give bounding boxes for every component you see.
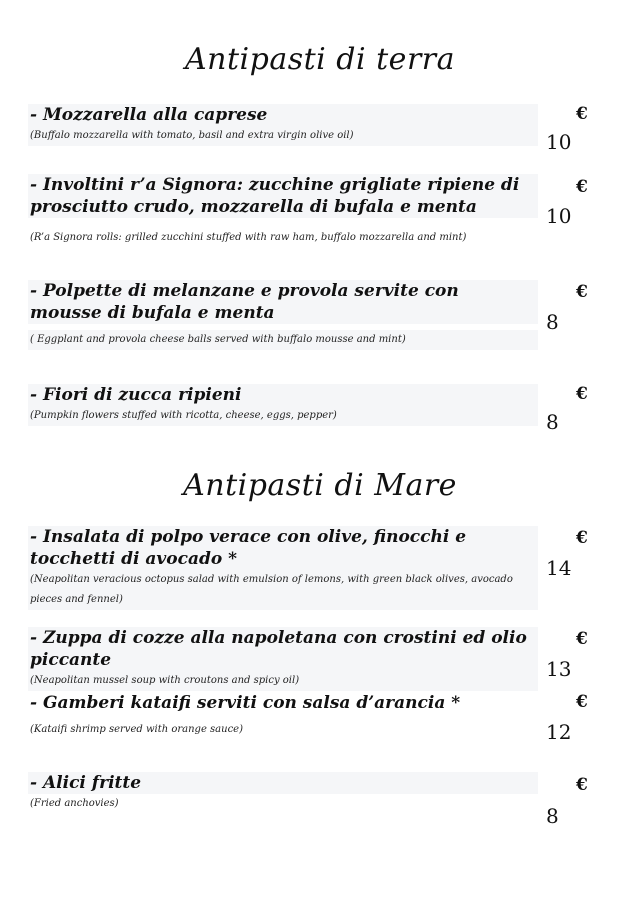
price-value: 8: [546, 310, 559, 334]
price-value: 8: [546, 410, 559, 434]
price-currency: €: [576, 629, 588, 649]
dish-description: (Fried anchovies): [30, 798, 119, 809]
price-currency: €: [576, 692, 588, 712]
dish-description: (Buffalo mozzarella with tomato, basil and extra virgin olive oil): [28, 126, 538, 146]
price-currency: €: [576, 104, 588, 124]
price-currency: €: [576, 384, 588, 404]
dish-description: (Kataifi shrimp served with orange sauce): [30, 724, 244, 735]
price-currency: €: [576, 775, 588, 795]
menu-item-text: [28, 692, 538, 740]
menu-item-text: [28, 526, 538, 610]
section-title-terra: Antipasti di terra: [184, 42, 456, 77]
price-value: 8: [546, 804, 559, 828]
dish-name: - Insalata di polpo verace con olive, finocchi e tocchetti di avocado *: [28, 526, 538, 570]
dish-description: (R’a Signora rolls: grilled zucchini stuffed with raw ham, buffalo mozzarella and mint): [30, 232, 467, 243]
dish-description: (Neapolitan mussel soup with croutons and spicy oil): [28, 671, 538, 691]
dish-name: - Zuppa di cozze alla napoletana con crostini ed olio piccante: [28, 627, 538, 671]
price-currency: €: [576, 177, 588, 197]
menu-item: [28, 627, 628, 691]
menu-item-text: [28, 384, 538, 426]
price-value: 14: [546, 556, 572, 580]
price-value: 13: [546, 657, 572, 681]
menu-item: [28, 104, 628, 154]
menu-item-text: [28, 104, 538, 146]
menu-item: [28, 384, 628, 434]
price-currency: €: [576, 282, 588, 302]
price-value: 10: [546, 130, 572, 154]
menu-item-text: [28, 772, 538, 814]
dish-description: (Neapolitan veracious octopus salad with emulsion of lemons, with green black olives, avocado pieces and fennel): [28, 570, 538, 610]
menu-item: [28, 280, 628, 350]
price-currency: €: [576, 528, 588, 548]
menu-item: [28, 772, 628, 828]
dish-name: - Involtini r’a Signora: zucchine grigliate ripiene di prosciutto crudo, mozzarella di bufala e menta: [28, 174, 538, 218]
dish-description: ( Eggplant and provola cheese balls served with buffalo mousse and mint): [28, 330, 538, 350]
menu-item: [28, 174, 628, 248]
dish-name: - Alici fritte: [28, 772, 538, 794]
dish-name: - Polpette di melanzane e provola servite con mousse di bufala e menta: [28, 280, 538, 324]
dish-name: - Fiori di zucca ripieni: [28, 384, 538, 406]
section-title-mare: Antipasti di Mare: [183, 468, 457, 503]
menu-item-text: [28, 174, 538, 248]
price-value: 10: [546, 204, 572, 228]
dish-description: (Pumpkin flowers stuffed with ricotta, cheese, eggs, pepper): [28, 406, 538, 426]
menu-item: [28, 692, 628, 744]
dish-name: - Mozzarella alla caprese: [28, 104, 538, 126]
menu-item-text: [28, 280, 538, 350]
menu-item-text: [28, 627, 538, 691]
dish-name: - Gamberi kataifi serviti con salsa d’arancia *: [30, 693, 461, 713]
price-value: 12: [546, 720, 572, 744]
menu-item: [28, 526, 628, 610]
